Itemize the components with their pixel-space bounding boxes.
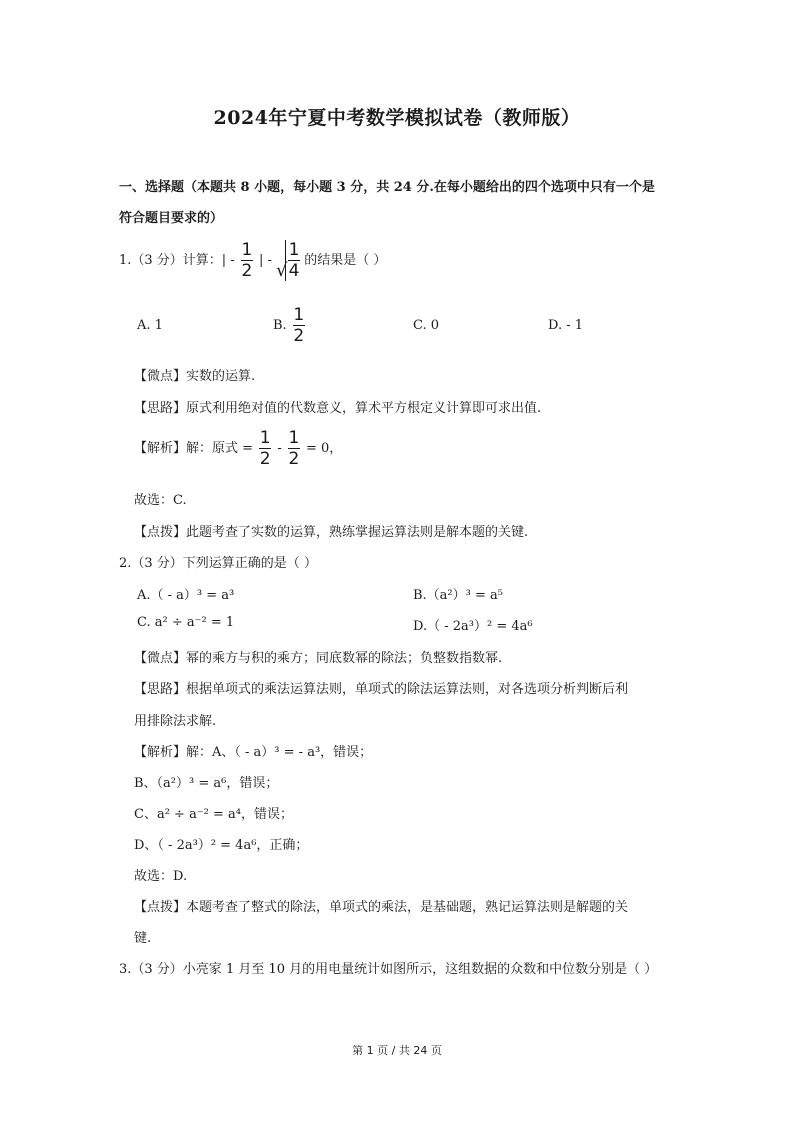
section-heading-line2: 符合题目要求的） bbox=[119, 211, 224, 226]
q2-jiexi-line1: 【解析】解：A、（ - a）³ = - a³，错误； bbox=[134, 745, 373, 760]
q2-option-a: A.（ - a）³ = a³ bbox=[137, 588, 235, 603]
q2-option-c: C. a² ÷ a⁻² = 1 bbox=[137, 615, 235, 630]
q2-jiexi-line2: B、（a²）³ = a⁶，错误； bbox=[134, 776, 279, 791]
q1-prefix: 1.（3 分）计算：| - bbox=[119, 253, 235, 268]
page-footer: 第 1 页 / 共 24 页 bbox=[352, 1044, 442, 1057]
q2-option-d: D.（ - 2a³）² = 4a⁶ bbox=[413, 619, 533, 634]
q1-fraction bbox=[241, 240, 253, 281]
q1-jiexi bbox=[134, 428, 342, 469]
q1-option-b-label: B. bbox=[273, 318, 287, 333]
q3-stem: 3.（3 分）小亮家 1 月至 10 月的用电量统计如图所示，这组数据的众数和中位数分别是（ ） bbox=[119, 962, 658, 977]
q2-weidian: 【微点】幂的乘方与积的乘方；同底数幂的除法；负整数指数幂. bbox=[134, 651, 503, 666]
q2-jiexi-line4: D、（ - 2a³）² = 4a⁶，正确； bbox=[134, 838, 309, 853]
q1-weidian: 【微点】实数的运算. bbox=[134, 369, 256, 384]
q1-dianbo: 【点拨】此题考查了实数的运算，熟练掌握运算法则是解本题的关键. bbox=[134, 525, 529, 540]
q2-dianbo-line2: 键. bbox=[134, 931, 152, 946]
q1-guxuan: 故选：C. bbox=[134, 493, 187, 508]
q1-option-b bbox=[273, 305, 307, 346]
q1-option-c: C. 0 bbox=[413, 318, 440, 333]
q1-mid: | - bbox=[259, 253, 272, 268]
page-title: 2024年宁夏中考数学模拟试卷（教师版） bbox=[213, 107, 581, 129]
q1-frac-den: 2 bbox=[241, 261, 253, 281]
q1-sqrt-num: 1 bbox=[288, 240, 300, 260]
section-heading-line1: 一、选择题（本题共 8 小题，每小题 3 分，共 24 分.在每小题给出的四个选项中只有一个是 bbox=[119, 180, 655, 195]
q2-stem: 2.（3 分）下列运算正确的是（ ） bbox=[119, 556, 317, 571]
q1-jiexi-prefix: 【解析】解：原式 = bbox=[134, 441, 254, 456]
q1-option-b-den: 2 bbox=[293, 326, 305, 346]
q1-frac-num: 1 bbox=[241, 240, 253, 260]
q1-jiexi-suffix: = 0， bbox=[306, 441, 343, 456]
q1-option-d: D. - 1 bbox=[548, 318, 584, 333]
q2-dianbo-line1: 【点拨】本题考查了整式的除法，单项式的乘法，是基础题，熟记运算法则是解题的关 bbox=[134, 900, 629, 915]
q1-jiexi-den2: 2 bbox=[288, 449, 300, 469]
q1-stem bbox=[119, 240, 386, 281]
q2-guxuan: 故选：D. bbox=[134, 869, 188, 884]
q1-sqrt-den: 4 bbox=[288, 261, 300, 281]
sqrt-radical-icon: √ bbox=[276, 260, 288, 281]
q1-option-a: A. 1 bbox=[137, 318, 163, 333]
q1-suffix: 的结果是（ ） bbox=[304, 253, 387, 268]
q2-silu-line2: 用排除法求解. bbox=[134, 714, 217, 729]
q1-jiexi-num2: 1 bbox=[288, 428, 300, 448]
q1-option-b-num: 1 bbox=[293, 305, 305, 325]
q1-silu: 【思路】原式利用绝对值的代数意义，算术平方根定义计算即可求出值. bbox=[134, 401, 542, 416]
q1-jiexi-num1: 1 bbox=[259, 428, 271, 448]
q2-jiexi-line3: C、a² ÷ a⁻² = a⁴，错误； bbox=[134, 807, 294, 822]
q2-silu-line1: 【思路】根据单项式的乘法运算法则，单项式的除法运算法则，对各选项分析判断后利 bbox=[134, 682, 629, 697]
q1-jiexi-minus: - bbox=[277, 441, 282, 456]
q2-option-b: B.（a²）³ = a⁵ bbox=[413, 588, 503, 603]
q1-sqrt bbox=[276, 240, 300, 281]
q1-jiexi-den1: 2 bbox=[259, 449, 271, 469]
